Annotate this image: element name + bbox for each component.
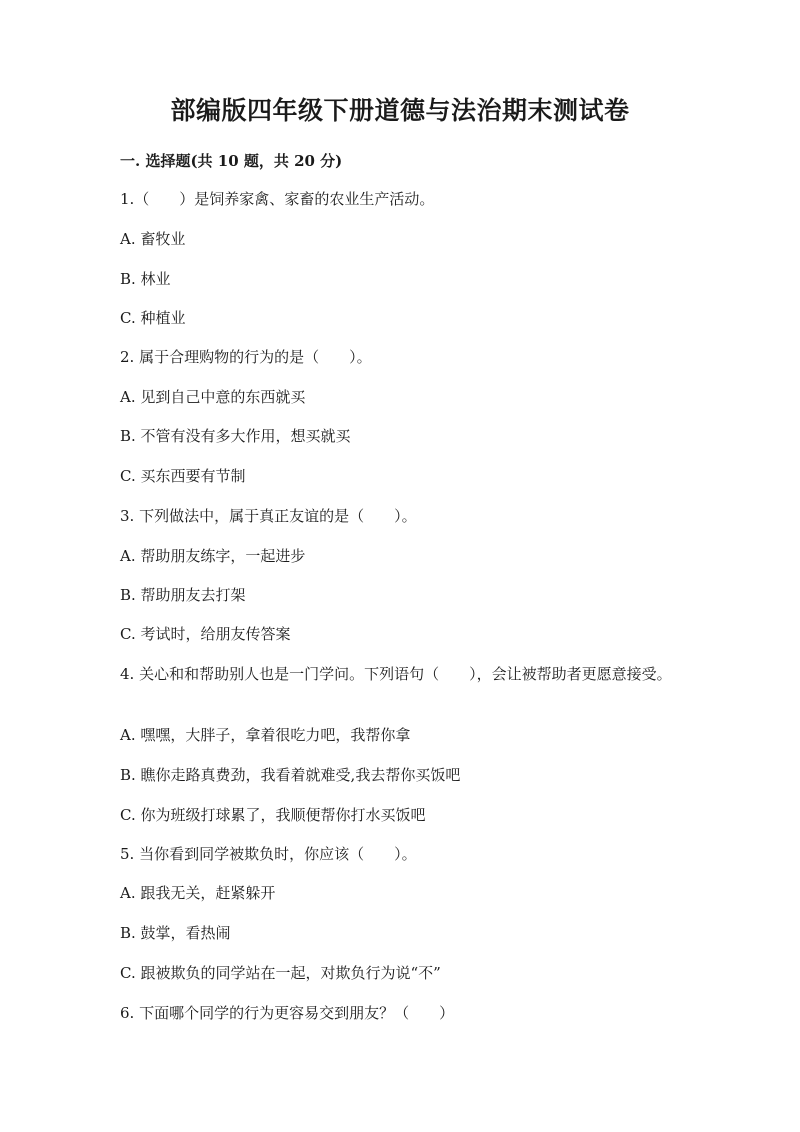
question-5-option-b: B. 鼓掌，看热闹	[120, 924, 231, 942]
question-5-stem: 5. 当你看到同学被欺负时，你应该（ ）。	[120, 845, 417, 863]
question-2-option-c: C. 买东西要有节制	[120, 467, 246, 485]
question-2-option-b: B. 不管有没有多大作用，想买就买	[120, 427, 351, 445]
question-3-stem: 3. 下列做法中，属于真正友谊的是（ ）。	[120, 507, 417, 525]
question-4-stem: 4. 关心和和帮助别人也是一门学问。下列语句（ ），会让被帮助者更愿意接受。	[120, 665, 672, 683]
question-3-option-c: C. 考试时，给朋友传答案	[120, 625, 291, 643]
question-2-stem: 2. 属于合理购物的行为的是（ ）。	[120, 348, 372, 366]
question-4-option-c: C. 你为班级打球累了，我顺便帮你打水买饭吧	[120, 806, 426, 824]
question-1-option-b: B. 林业	[120, 270, 171, 288]
question-1-option-a: A. 畜牧业	[120, 230, 186, 248]
question-4-option-b: B. 瞧你走路真费劲，我看着就难受,我去帮你买饭吧	[120, 766, 461, 784]
question-3-option-a: A. 帮助朋友练字，一起进步	[120, 547, 306, 565]
question-1-stem: 1.（ ）是饲养家禽、家畜的农业生产活动。	[120, 190, 435, 208]
question-6-stem: 6. 下面哪个同学的行为更容易交到朋友？（ ）	[120, 1004, 455, 1022]
question-2-option-a: A. 见到自己中意的东西就买	[120, 388, 306, 406]
question-3-option-b: B. 帮助朋友去打架	[120, 586, 246, 604]
question-5-option-c: C. 跟被欺负的同学站在一起，对欺负行为说“不”	[120, 964, 441, 982]
section-heading: 一. 选择题(共 10 题，共 20 分)	[120, 152, 343, 170]
question-5-option-a: A. 跟我无关，赶紧躲开	[120, 884, 276, 902]
page-title: 部编版四年级下册道德与法治期末测试卷	[170, 96, 630, 125]
question-1-option-c: C. 种植业	[120, 309, 186, 327]
question-4-option-a: A. 嘿嘿，大胖子，拿着很吃力吧，我帮你拿	[120, 726, 411, 744]
